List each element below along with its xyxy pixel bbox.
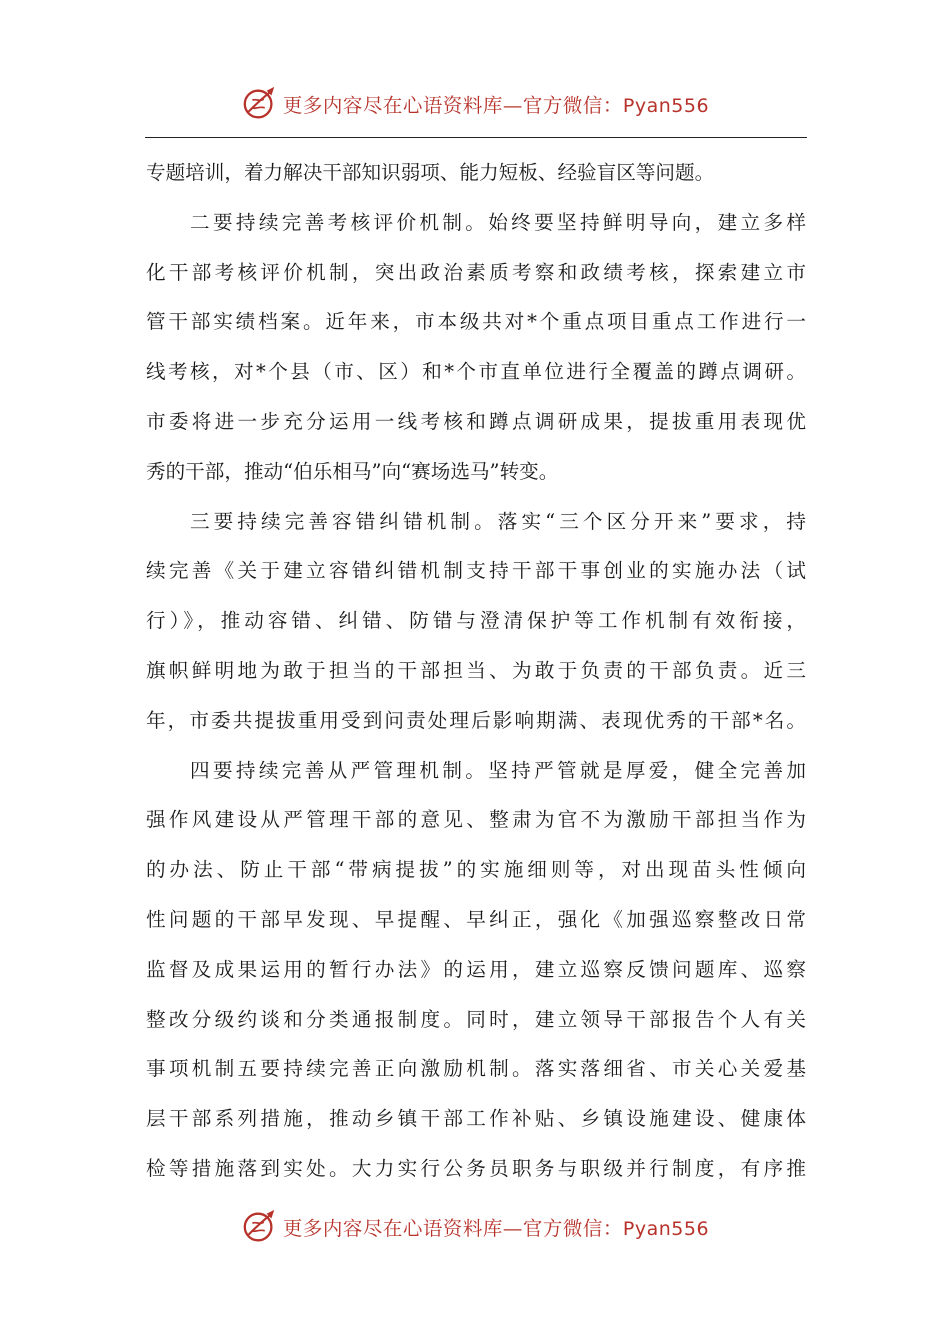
text-line: 化干部考核评价机制，突出政治素质考察和政绩考核，探索建立市 bbox=[146, 260, 806, 284]
text-line: 的办法、防止干部“带病提拔”的实施细则等，对出现苗头性倾向 bbox=[146, 858, 806, 882]
pen-logo-icon bbox=[241, 85, 279, 123]
header-rule bbox=[145, 137, 807, 138]
text-line: 线考核，对*个县（市、区）和*个市直单位进行全覆盖的蹲点调研。 bbox=[146, 360, 806, 384]
header-banner bbox=[0, 84, 950, 124]
text-line: 旗帜鲜明地为敢于担当的干部担当、为敢于负责的干部负责。近三 bbox=[146, 658, 806, 682]
text-line: 强作风建设从严管理干部的意见、整肃为官不为激励干部担当作为 bbox=[146, 808, 806, 832]
text-line: 层干部系列措施，推动乡镇干部工作补贴、乡镇设施建设、健康体 bbox=[146, 1107, 806, 1131]
text-line: 行）》，推动容错、纠错、防错与澄清保护等工作机制有效衔接， bbox=[146, 609, 806, 633]
text-line: 专题培训，着力解决干部知识弱项、能力短板、经验盲区等问题。 bbox=[146, 161, 715, 184]
text-line: 年，市委共提拔重用受到问责处理后影响期满、表现优秀的干部*名。 bbox=[146, 708, 806, 732]
text-line: 四要持续完善从严管理机制。坚持严管就是厚爱，健全完善加 bbox=[190, 758, 806, 782]
text-line: 续完善《关于建立容错纠错机制支持干部干事创业的实施办法（试 bbox=[146, 559, 806, 583]
header-banner-text: 更多内容尽在心语资料库—官方微信：Pyan556 bbox=[282, 94, 710, 117]
wechat-id: Pyan556 bbox=[622, 95, 710, 117]
text-line: 事项机制五要持续完善正向激励机制。落实落细省、市关心关爱基 bbox=[146, 1057, 806, 1081]
text-line: 三要持续完善容错纠错机制。落实“三个区分开来”要求，持 bbox=[190, 509, 806, 533]
text-line: 性问题的干部早发现、早提醒、早纠正，强化《加强巡察整改日常 bbox=[146, 907, 806, 931]
footer-banner bbox=[0, 1207, 950, 1247]
text-line: 管干部实绩档案。近年来，市本级共对*个重点项目重点工作进行一 bbox=[146, 310, 806, 334]
pen-logo-icon bbox=[241, 1208, 279, 1246]
text-line: 二要持续完善考核评价机制。始终要坚持鲜明导向，建立多样 bbox=[190, 210, 806, 234]
text-line: 秀的干部，推动“伯乐相马”向“赛场选马”转变。 bbox=[146, 459, 559, 483]
document-body bbox=[146, 148, 806, 1194]
footer-banner-text: 更多内容尽在心语资料库—官方微信：Pyan556 bbox=[282, 1217, 710, 1240]
text-line: 检等措施落到实处。大力实行公务员职务与职级并行制度，有序推 bbox=[146, 1156, 806, 1180]
text-line: 整改分级约谈和分类通报制度。同时，建立领导干部报告个人有关 bbox=[146, 1007, 806, 1031]
text-line: 监督及成果运用的暂行办法》的运用，建立巡察反馈问题库、巡察 bbox=[146, 957, 806, 981]
wechat-id: Pyan556 bbox=[622, 1218, 710, 1240]
text-line: 市委将进一步充分运用一线考核和蹲点调研成果，提拔重用表现优 bbox=[146, 409, 806, 433]
